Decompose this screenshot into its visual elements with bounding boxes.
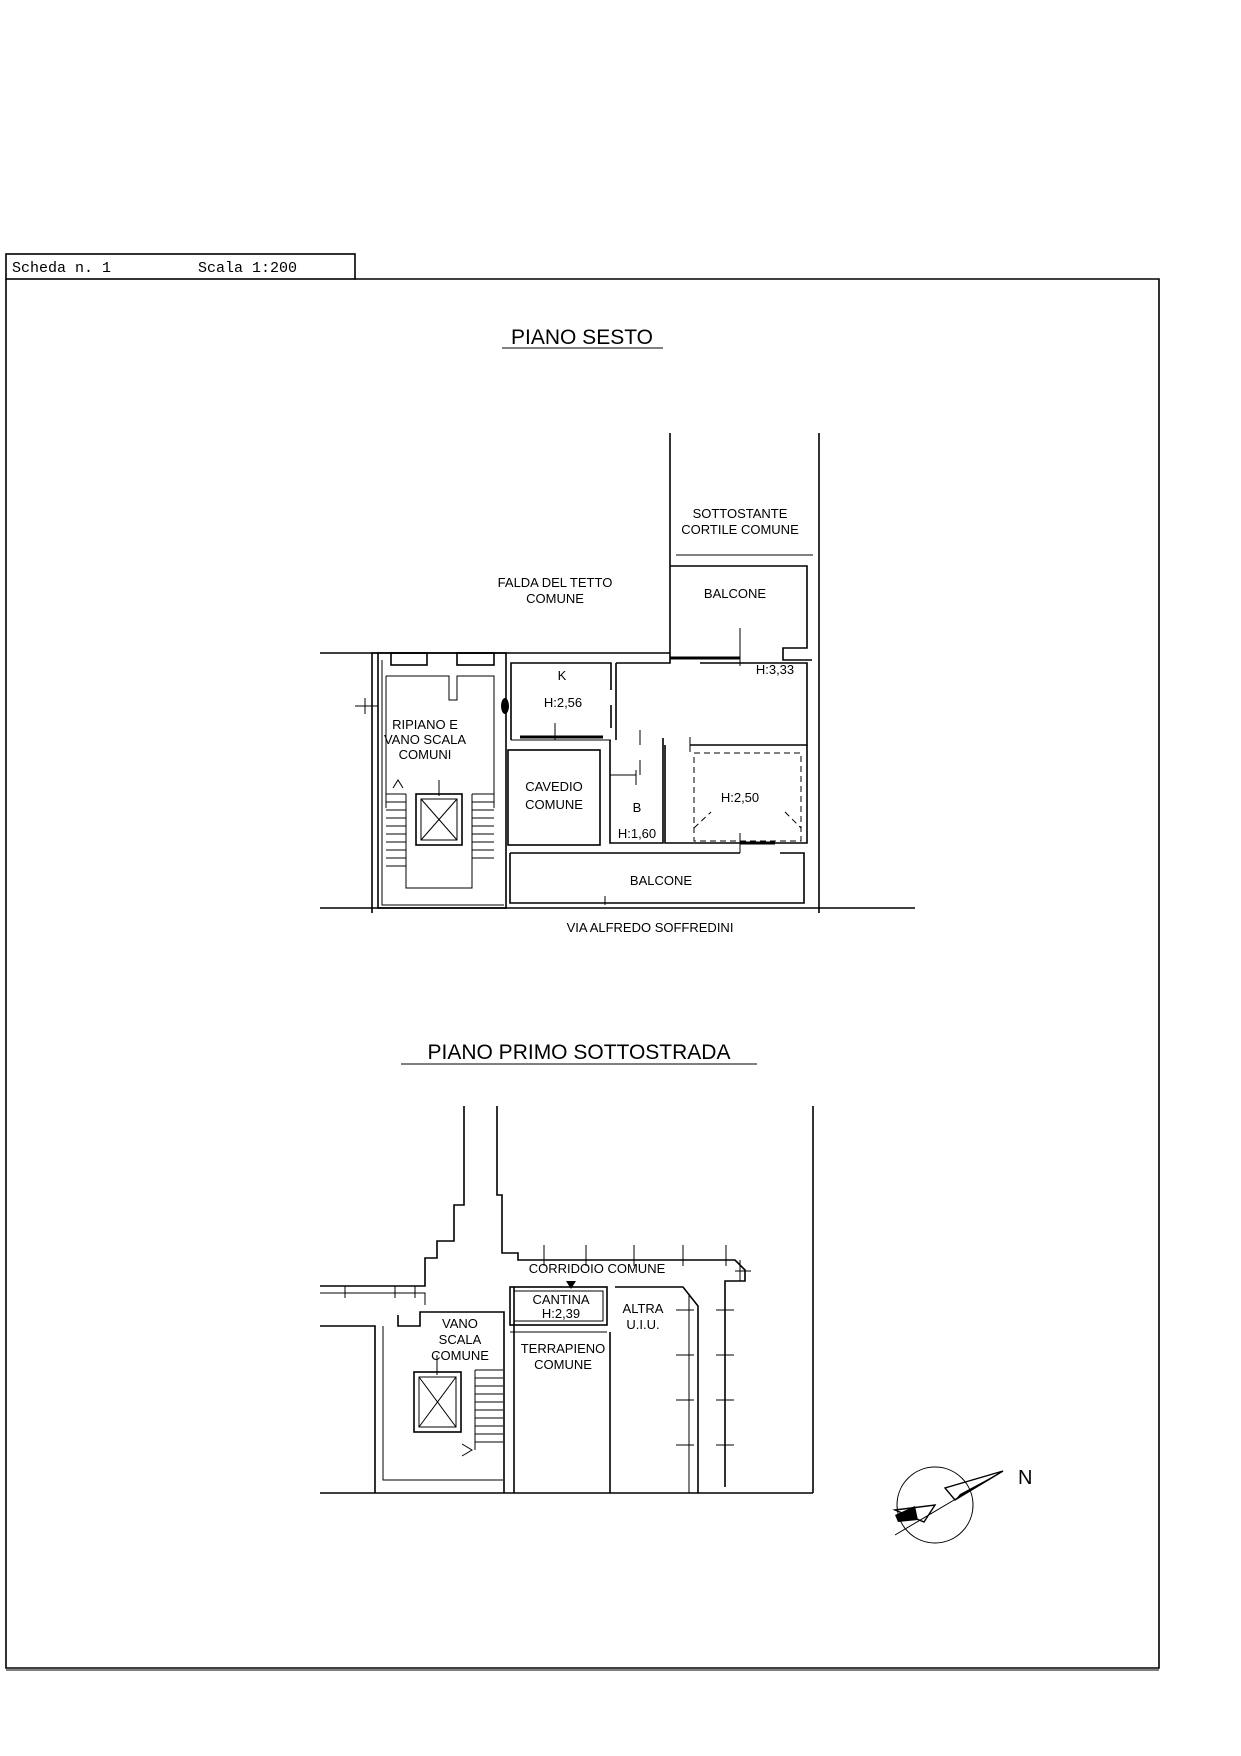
sheet-frame <box>6 279 1159 1668</box>
label-balcone-bottom: BALCONE <box>629 873 693 888</box>
label-sottostante: SOTTOSTANTE <box>692 506 788 521</box>
label-altra: ALTRA <box>622 1301 664 1316</box>
label-room-height: H:2,50 <box>720 790 760 805</box>
label-vano: VANO <box>442 1316 478 1331</box>
label-falda-tetto: FALDA DEL TETTO <box>497 575 613 590</box>
label-bath-height: H:1,60 <box>617 826 657 841</box>
label-kitchen: K <box>557 668 567 683</box>
floor-title-sesto: PIANO SESTO <box>511 326 653 349</box>
label-kitchen-height: H:2,56 <box>543 695 583 710</box>
label-cavedio-comune: COMUNE <box>525 797 583 812</box>
label-height-main: H:3,33 <box>755 662 795 677</box>
label-scala: SCALA <box>438 1332 482 1347</box>
label-cavedio: CAVEDIO <box>525 779 583 794</box>
label-corridoio: CORRIDOIO COMUNE <box>528 1261 666 1276</box>
label-uiu: U.I.U. <box>626 1317 660 1332</box>
label-terrapieno: TERRAPIENO <box>520 1341 606 1356</box>
north-compass-icon <box>895 1467 1003 1543</box>
label-terrapieno-comune: COMUNE <box>534 1357 592 1372</box>
label-bath: B <box>632 800 642 815</box>
label-cantina-height: H:2,39 <box>541 1306 581 1321</box>
sheet-number: Scheda n. 1 <box>12 260 112 277</box>
label-ripiano: RIPIANO E <box>392 717 458 732</box>
compass-north-label: N <box>1018 1467 1033 1489</box>
label-falda-comune: COMUNE <box>526 591 584 606</box>
label-cantina: CANTINA <box>532 1292 590 1307</box>
plan-sesto <box>320 433 915 913</box>
label-balcone-top: BALCONE <box>703 586 767 601</box>
label-comuni: COMUNI <box>398 747 452 762</box>
scale-label: Scala 1:200 <box>198 260 298 277</box>
floor-title-sottostrada: PIANO PRIMO SOTTOSTRADA <box>427 1041 731 1064</box>
label-comune: COMUNE <box>431 1348 489 1363</box>
label-vano-scala: VANO SCALA <box>383 732 467 747</box>
label-cortile-comune: CORTILE COMUNE <box>681 522 799 537</box>
label-street: VIA ALFREDO SOFFREDINI <box>566 920 734 935</box>
